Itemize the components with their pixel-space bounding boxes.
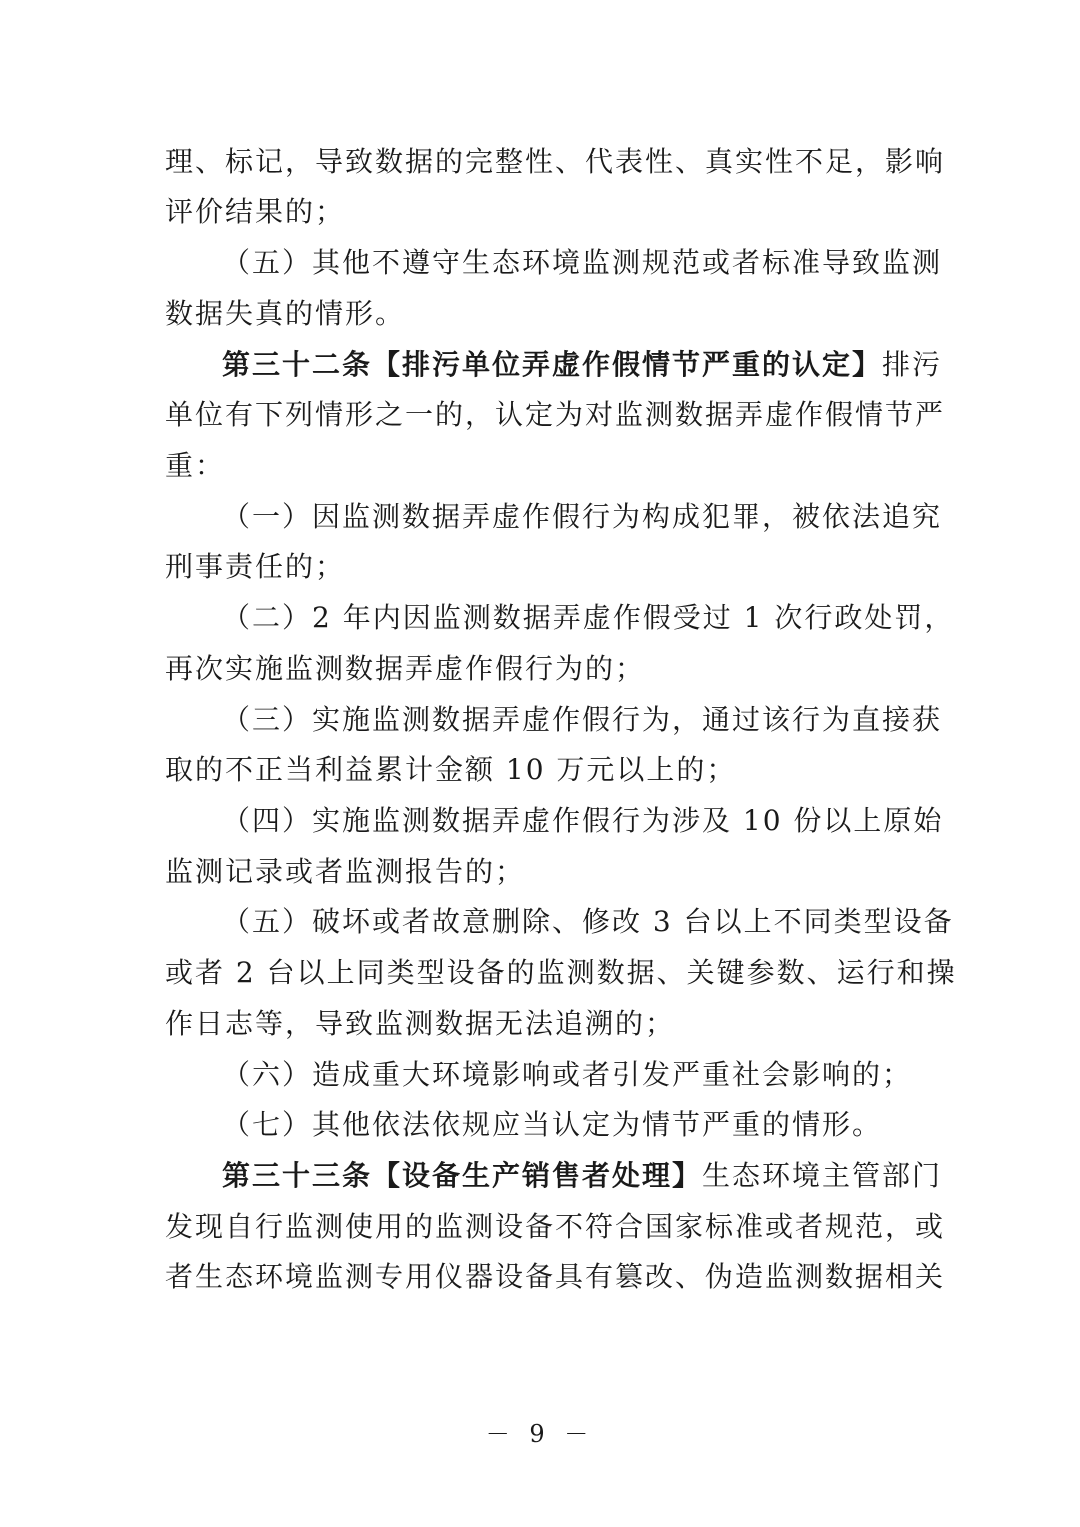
article-33-text: 生态环境主管部门 <box>702 1159 943 1192</box>
body-line: 理、标记，导致数据的完整性、代表性、真实性不足，影响 <box>165 145 946 178</box>
body-line: 重： <box>165 449 226 482</box>
list-item-line: （六）造成重大环境影响或者引发严重社会影响的； <box>222 1058 913 1091</box>
body-line: 刑事责任的； <box>165 550 346 583</box>
body-line: 发现自行监测使用的监测设备不符合国家标准或者规范，或 <box>165 1210 946 1243</box>
list-item-line: （三）实施监测数据弄虚作假行为，通过该行为直接获 <box>222 703 943 736</box>
body-line: 评价结果的； <box>165 195 346 228</box>
list-item-line: （四）实施监测数据弄虚作假行为涉及 10 份以上原始 <box>222 804 944 837</box>
list-item-line: （五）其他不遵守生态环境监测规范或者标准导致监测 <box>222 246 943 279</box>
body-line: 作日志等，导致监测数据无法追溯的； <box>165 1007 676 1040</box>
page-number: － 9 － <box>485 1420 595 1448</box>
body-line: 或者 2 台以上同类型设备的监测数据、关键参数、运行和操 <box>165 956 957 989</box>
article-32-heading: 第三十二条【排污单位弄虚作假情节严重的认定】 <box>222 348 883 381</box>
article-33-heading: 第三十三条【设备生产销售者处理】 <box>222 1159 703 1192</box>
list-item-line: （一）因监测数据弄虚作假行为构成犯罪，被依法追究 <box>222 500 943 533</box>
body-line: 取的不正当利益累计金额 10 万元以上的； <box>165 753 737 786</box>
body-line: 再次实施监测数据弄虚作假行为的； <box>165 652 646 685</box>
body-line: 数据失真的情形。 <box>165 297 406 330</box>
body-line: 监测记录或者监测报告的； <box>165 855 526 888</box>
article-32-first-line <box>222 345 943 385</box>
article-32-text: 排污 <box>882 348 943 381</box>
list-item-line: （二）2 年内因监测数据弄虚作假受过 1 次行政处罚， <box>222 601 955 634</box>
article-33-first-line <box>222 1156 943 1196</box>
body-line: 者生态环境监测专用仪器设备具有篡改、伪造监测数据相关 <box>165 1260 946 1293</box>
body-line: 单位有下列情形之一的，认定为对监测数据弄虚作假情节严 <box>165 398 946 431</box>
list-item-line: （七）其他依法依规应当认定为情节严重的情形。 <box>222 1108 883 1141</box>
list-item-line: （五）破坏或者故意删除、修改 3 台以上不同类型设备 <box>222 905 954 938</box>
